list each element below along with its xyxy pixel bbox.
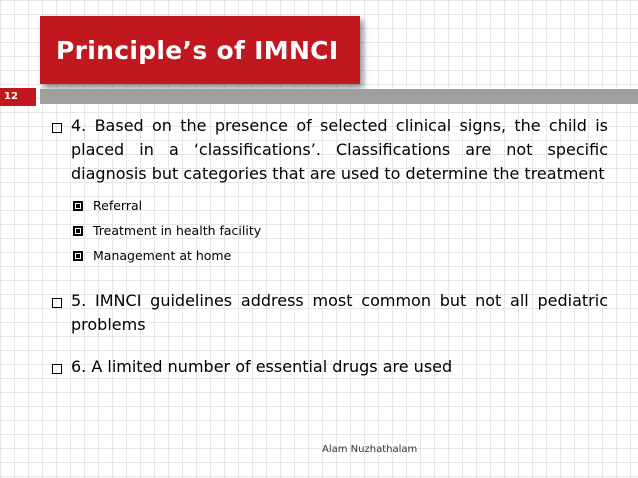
bullet-text: 5. IMNCI guidelines address most common but not all pediatric problems (71, 291, 608, 334)
bullet-item-5 (52, 289, 608, 337)
slide-number: 12 (0, 88, 36, 106)
filled-square-bullet-icon (73, 201, 83, 211)
bullet-item-6 (52, 355, 608, 379)
slide-content (52, 114, 608, 379)
bullet-item-4 (52, 114, 608, 186)
bullet-text: 4. Based on the presence of selected clinical signs, the child is placed in a ‘classifications’. Classifications are not specific diagnosis but categories that are used to determine the treatment (71, 116, 608, 183)
title-banner (40, 16, 360, 84)
square-bullet-icon (52, 298, 62, 308)
sub-bullet-item (73, 218, 608, 243)
filled-square-bullet-icon (73, 251, 83, 261)
sub-bullet-item (73, 243, 608, 268)
sub-bullet-item (73, 193, 608, 218)
filled-square-bullet-icon (73, 226, 83, 236)
slide-title: Principle’s of IMNCI (56, 35, 339, 65)
square-bullet-icon (52, 364, 62, 374)
bullet-text: 6. A limited number of essential drugs are used (71, 357, 453, 376)
sub-bullet-text: Referral (93, 198, 143, 213)
sub-bullet-text: Treatment in health facility (93, 223, 262, 238)
square-bullet-icon (52, 123, 62, 133)
header-divider-bar (40, 89, 638, 104)
sub-bullet-text: Management at home (93, 248, 232, 263)
sub-bullet-list (73, 193, 608, 268)
footer-author: Alam Nuzhathalam (322, 444, 418, 455)
